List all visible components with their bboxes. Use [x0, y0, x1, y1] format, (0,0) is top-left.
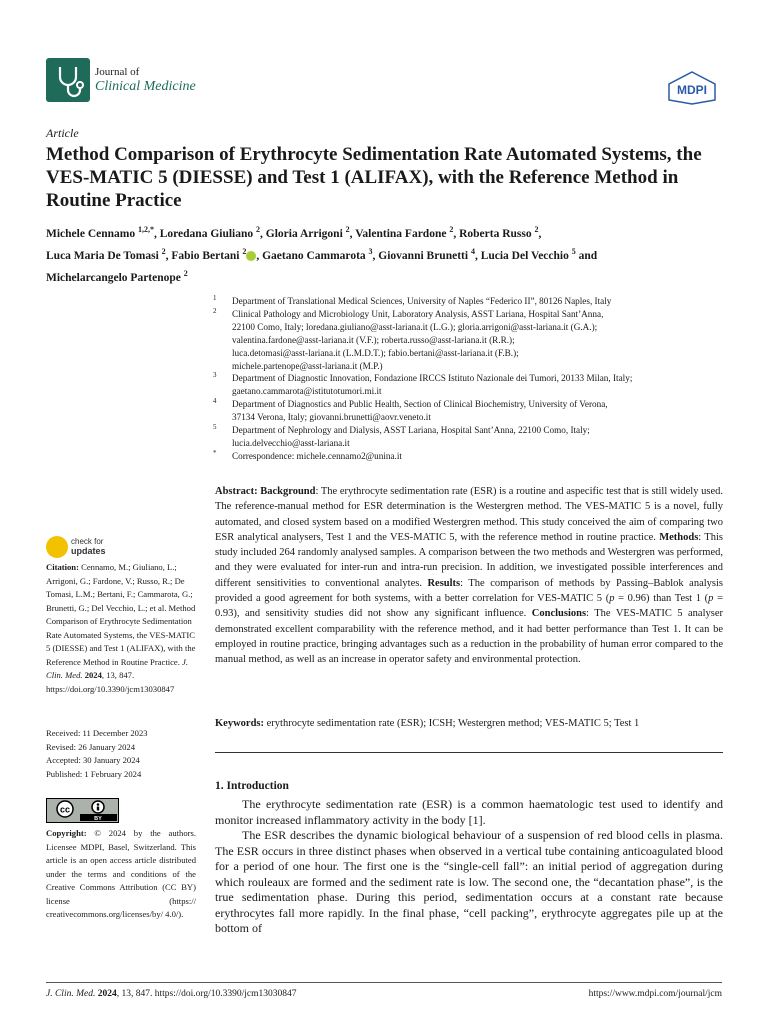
p-value-symbol: p [708, 593, 714, 605]
author-name[interactable]: Valentina Fardone [355, 227, 447, 240]
copyright-text: © 2024 by the authors. Licensee MDPI, Basel, Switzerland. This article is an open access article distributed under the terms and conditions of the Creative Commons Attribution (CC BY) license (https:// creativecommons.org/licenses/by/ 4.0/). [46, 828, 196, 919]
stethoscope-icon [46, 58, 90, 102]
mdpi-logo-icon [666, 70, 718, 106]
affiliation-item [213, 424, 743, 450]
published-date: Published: 1 February 2024 [46, 768, 142, 779]
author-affiliation-marker: 1,2,* [137, 225, 154, 234]
journal-name: Clinical Medicine [95, 79, 196, 94]
abstract-methods: : This study included 264 randomly analysed samples. A comparison between the two methods and Westergren was performed, and they were evaluated for inter-run and intra-run precision. In addition, we investigated possible interferences and different sensitivities to conventional analytes. [215, 531, 723, 589]
check-for-updates-icon[interactable] [46, 536, 68, 558]
copyright-notice [46, 827, 196, 922]
affiliation-line: Correspondence: michele.cennamo2@unina.it [232, 450, 402, 461]
section-divider [215, 752, 723, 753]
author-name[interactable]: Fabio Bertani [171, 249, 240, 262]
reference-link[interactable]: 1 [472, 812, 479, 827]
author-separator: and [575, 249, 598, 262]
check-for-updates-label[interactable]: check for [71, 537, 104, 546]
footer-year: 2024 [97, 989, 117, 999]
affiliation-number: 4 [213, 397, 217, 406]
copyright-label: Copyright: [46, 828, 87, 838]
abstract-results-c: = 0.93), and sensitivity studies did not show any significant influence. [215, 593, 723, 620]
author-affiliation-marker: 2 [242, 246, 247, 256]
affiliation-number: 2 [213, 306, 217, 315]
journal-of-label: Journal of [95, 66, 140, 78]
author-separator: , [260, 227, 266, 240]
footer-journal-url[interactable]: https://www.mdpi.com/journal/jcm [588, 989, 722, 999]
citation-journal: J. Clin. Med. [46, 656, 188, 680]
article-type: Article [46, 126, 79, 140]
affiliation-item [213, 398, 743, 424]
author-separator: , [372, 249, 379, 262]
svg-text:BY: BY [94, 816, 102, 821]
svg-text:MDPI: MDPI [677, 83, 707, 97]
section-heading: 1. Introduction [215, 780, 289, 792]
affiliation-line: Department of Diagnostics and Public Health, Section of Clinical Biochemistry, University of Verona, [232, 399, 608, 410]
intro-paragraph: The ESR describes the dynamic biological behaviour of a suspension of red blood cells in plasma. The ESR occurs in three distinct phases when observed in a vertical tube containing anticoagulated blood for a period of one hour. The first one is the “single-cell fall”: an initial period of aggregation during which rouleaux are formed and the sediment rate is low. The second one, the “decantation phase”, is the true sedimentation phase. During this period, sedimentation occurs at a constant rate because erythrocytes fall more rapidly. In the final phase, “cell packing”, erythrocyte aggregates pile up at the bottom of [215, 828, 723, 935]
abstract-results-label: Results [427, 577, 461, 589]
footer-doi[interactable]: , 13, 847. https://doi.org/10.3390/jcm13030847 [116, 989, 297, 999]
author-separator: , [256, 249, 263, 262]
author-name[interactable]: Gloria Arrigoni [265, 227, 343, 240]
introduction-body [215, 797, 723, 937]
author-list [46, 221, 736, 286]
received-date: Received: 11 December 2023 [46, 728, 148, 738]
abstract-results-a: : The comparison of methods by Passing–Bablok analysis provided a good agreement for both systems, with a better correlation for VES-MATIC 5 ( [215, 577, 723, 605]
author-affiliation-marker: 2 [183, 268, 188, 278]
abstract-conclusions-label: Conclusions [531, 608, 587, 620]
keywords [215, 718, 723, 729]
abstract [215, 484, 723, 668]
affiliation-line: luca.detomasi@asst-lariana.it (L.M.D.T.); fabio.bertani@asst-lariana.it (F.B.); [232, 347, 519, 358]
affiliation-line: Clinical Pathology and Microbiology Unit, Laboratory Analysis, ASST Lariana, Hospital Sant’Anna, [232, 308, 604, 319]
affiliation-line: 22100 Como, Italy; loredana.giuliano@asst-lariana.it (L.G.); gloria.arrigoni@asst-lariana.it (G.A.); [232, 321, 598, 332]
abstract-background: : The erythrocyte sedimentation rate (ESR) is a routine and aspecific test that is still widely used. The reference-manual method for ESR determination is the Westergren method. The VES-MATIC 5 is a novel, fully automated, and closed system based on a modified Westergren method. This study conceived the aim of comparing two ESR analytical analysers, Test 1 and the VES-MATIC 5, with the reference method in routine practice. [215, 486, 723, 543]
author-separator: , [538, 227, 542, 240]
author-separator: , [153, 227, 160, 240]
author-affiliation-marker: 2 [345, 225, 350, 234]
footer-citation [46, 989, 297, 999]
author-separator: , [453, 227, 460, 240]
author-name[interactable]: Gaetano Cammarota [262, 249, 366, 262]
citation-year: 2024 [84, 670, 102, 680]
author-separator: , [474, 249, 481, 262]
affiliation-line: Department of Diagnostic Innovation, Fondazione IRCCS Istituto Nazionale dei Tumori, 20133 Milan, Italy; [232, 373, 633, 384]
author-separator: , [165, 249, 172, 262]
affiliation-item [213, 450, 743, 463]
affiliation-number: 1 [213, 294, 217, 302]
affiliation-line: Department of Translational Medical Sciences, University of Naples “Federico II”, 80126 Naples, Italy [232, 296, 612, 306]
article-title: Method Comparison of Erythrocyte Sedimentation Rate Automated Systems, the VES-MATIC 5 (DIESSE) and Test 1 (ALIFAX), with the Reference Method in Routine Practice [46, 144, 702, 211]
author-affiliation-marker: 2 [534, 225, 539, 234]
affiliation-item [213, 308, 743, 373]
author-affiliation-marker: 2 [256, 225, 261, 234]
author-name[interactable]: Roberta Russo [459, 227, 532, 240]
author-affiliation-marker: 3 [368, 246, 373, 256]
intro-paragraph: The erythrocyte sedimentation rate (ESR) is a common haematologic test used to identify and monitor increased inflammatory activity in the body [1]. [215, 797, 723, 827]
footer-journal: J. Clin. Med. [46, 989, 96, 999]
keywords-text: erythrocyte sedimentation rate (ESR); ICSH; Westergren method; VES-MATIC 5; Test 1 [264, 718, 640, 729]
affiliation-line: gaetano.cammarota@istitutotumori.mi.it [232, 386, 382, 397]
affiliation-line: Department of Nephrology and Dialysis, ASST Lariana, Hospital Sant’Anna, 22100 Como, Italy; [232, 425, 590, 436]
cc-by-license-icon [47, 799, 117, 821]
author-name[interactable]: Luca Maria De Tomasi [46, 249, 159, 262]
affiliation-number: * [213, 448, 217, 457]
revised-date: Revised: 26 January 2024 [46, 741, 136, 752]
citation-block [46, 561, 196, 696]
p-value-symbol: p [609, 593, 615, 605]
publication-dates [46, 727, 196, 781]
affiliation-item [213, 295, 743, 308]
author-name[interactable]: Loredana Giuliano [159, 227, 254, 240]
author-separator: , [349, 227, 356, 240]
citation-volume: , 13, 847. [101, 670, 135, 680]
orcid-icon[interactable] [246, 251, 256, 261]
abstract-results-b: = 0.96) than Test 1 ( [614, 593, 709, 605]
author-name[interactable]: Lucia Del Vecchio [480, 249, 569, 262]
affiliation-line: lucia.delvecchio@asst-lariana.it [232, 437, 350, 448]
author-affiliation-marker: 2 [449, 225, 454, 234]
journal-logo [46, 58, 90, 102]
author-affiliation-marker: 2 [161, 246, 166, 256]
affiliation-line: 37134 Verona, Italy; giovanni.brunetti@aovr.veneto.it [232, 412, 431, 423]
author-name[interactable]: Michelarcangelo Partenope [46, 271, 181, 284]
keywords-label: Keywords: [215, 718, 264, 729]
citation-label: Citation: [46, 562, 79, 572]
affiliation-number: 5 [213, 423, 217, 432]
author-affiliation-marker: 5 [571, 246, 576, 256]
abstract-background-label: Background [260, 486, 316, 497]
citation-text: Cennamo, M.; Giuliano, L.; Arrigoni, G.; Fardone, V.; Russo, R.; De Tomasi, L.M.; Bertani, F.; Cammarota, G.; Brunetti, G.; Del Vecchio, L.; et al. Method Comparison of Erythrocyte Sedimentation Rate Automated Systems, the VES-MATIC 5 (DIESSE) and Test 1 (ALIFAX), with the Reference Method in Routine Practice. [46, 562, 196, 667]
abstract-methods-label: Methods [659, 531, 699, 543]
affiliation-list [213, 295, 743, 463]
citation-doi-link[interactable]: https://doi.org/10.3390/jcm13030847 [46, 683, 175, 694]
affiliation-item [213, 372, 743, 398]
affiliation-line: michele.partenope@asst-lariana.it (M.P.) [232, 360, 383, 371]
abstract-label: Abstract: [215, 486, 258, 497]
footer-divider [46, 982, 722, 983]
affiliation-number: 3 [213, 371, 217, 380]
abstract-conclusions: : The VES-MATIC 5 analyser demonstrated excellent comparability with the reference method, and it had better performance than Test 1. It can be employed in routine practice, bringing advantages such as a reduction in the probability of human error compared to the manual method, as well as an increase in operator safety and environmental protection. [215, 608, 723, 666]
check-for-updates-label-bold[interactable]: updates [71, 546, 106, 556]
mdpi-logo[interactable] [666, 70, 718, 106]
cc-by-license-badge[interactable] [46, 798, 119, 823]
svg-text:cc: cc [59, 804, 71, 815]
affiliation-line: valentina.fardone@asst-lariana.it (V.F.); roberta.russo@asst-lariana.it (R.R.); [232, 334, 515, 345]
accepted-date: Accepted: 30 January 2024 [46, 755, 140, 765]
author-name[interactable]: Giovanni Brunetti [378, 249, 469, 262]
author-affiliation-marker: 4 [470, 246, 475, 256]
author-name[interactable]: Michele Cennamo [46, 227, 136, 240]
